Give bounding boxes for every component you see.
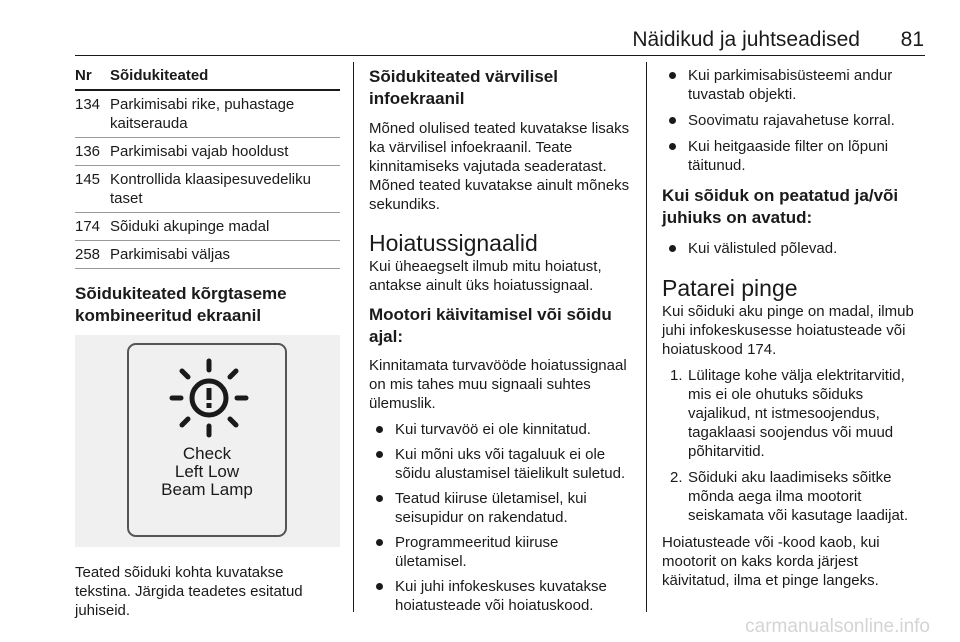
section-subheading: Mootori käivitamisel või sõidu ajal:: [369, 305, 612, 346]
column-divider-1: [353, 62, 354, 612]
body-paragraph: Hoiatusteade või -kood kaob, kui mootorit on kaks korda järjest käivitatud, ilma et pinge langeks.: [662, 534, 880, 589]
list-item: Kui juhi infokeskuses kuvatakse hoiatusteade või hoiatuskood.: [369, 577, 634, 615]
column-2: [369, 64, 634, 615]
message-table: [75, 64, 340, 269]
list-item: Kui välistuled põlevad.: [662, 239, 928, 258]
table-header-row: [75, 64, 340, 90]
numbered-list: [662, 366, 928, 525]
header-rule: [75, 55, 925, 56]
table-row: [75, 166, 340, 213]
list-item-number: 2.: [670, 469, 683, 486]
table-cell-nr: 145: [75, 166, 110, 213]
list-item: Programmeeritud kiiruse ületamisel.: [369, 533, 634, 571]
table-cell-nr: 136: [75, 138, 110, 166]
table-header-nr: Nr: [75, 64, 110, 90]
table-row: [75, 90, 340, 138]
section-subheading: Sõidukiteated värvilisel infoekraanil: [369, 67, 558, 108]
bullet-list: [662, 66, 928, 175]
list-item: Kui parkimisabisüsteemi andur tuvastab objekti.: [662, 66, 928, 104]
body-paragraph: Kui üheaegselt ilmub mitu hoiatust, antakse ainult üks hoiatussignaal.: [369, 258, 602, 294]
table-cell-nr: 258: [75, 241, 110, 269]
table-cell-text: Parkimisabi rike, puhastage kaitserauda: [110, 90, 340, 138]
section-subheading: Kui sõiduk on peatatud ja/või juhiuks on avatud:: [662, 186, 899, 227]
section-heading: Hoiatussignaalid: [369, 230, 538, 256]
table-header-message: Sõidukiteated: [110, 64, 340, 90]
body-paragraph: Mõned olulised teated kuvatakse lisaks ka värvilisel infoekraanil. Teate kinnitamiseks vajutada seaderatast. Mõned teated kuvatakse ainult mõneks sekundiks.: [369, 120, 630, 213]
table-row: [75, 138, 340, 166]
section-heading: Patarei pinge: [662, 275, 798, 301]
table-cell-nr: 134: [75, 90, 110, 138]
display-text-line-3: Beam Lamp: [161, 480, 253, 499]
table-cell-text: Sõiduki akupinge madal: [110, 213, 340, 241]
list-item: Soovimatu rajavahetuse korral.: [662, 111, 928, 130]
list-item-text: Lülitage kohe välja elektritarvitid, mis ei ole ohutuks sõiduks vajalikud, nt istmesoojendus, tagaklaasi soojendus või muud põhitarvitid.: [688, 367, 905, 460]
section-subheading: Sõidukiteated kõrgtaseme kombineeritud ekraanil: [75, 284, 287, 325]
display-panel: [127, 343, 287, 537]
lamp-warning-icon: [168, 357, 250, 439]
table-cell-text: Parkimisabi väljas: [110, 241, 340, 269]
list-item: Kui mõni uks või tagaluuk ei ole sõidu alustamisel täielikult suletud.: [369, 445, 634, 483]
bullet-list: [369, 420, 634, 615]
page-number: 81: [900, 28, 924, 51]
body-paragraph: Kui sõiduki aku pinge on madal, ilmub juhi infokeskusesse hoiatusteade või hoiatuskood 174.: [662, 303, 914, 358]
table-cell-text: Parkimisabi vajab hooldust: [110, 138, 340, 166]
body-paragraph: Teated sõiduki kohta kuvatakse tekstina. Järgida teadetes esitatud juhiseid.: [75, 564, 303, 619]
list-item: Teatud kiiruse ületamisel, kui seisupidur on rakendatud.: [369, 489, 634, 527]
body-paragraph: Kinnitamata turvavööde hoiatussignaal on mis tahes muu signaali suhtes ülemuslik.: [369, 357, 627, 412]
column-3: [662, 64, 928, 590]
list-item: Kui turvavöö ei ole kinnitatud.: [369, 420, 634, 439]
column-divider-2: [646, 62, 647, 612]
column-1: [75, 64, 340, 620]
list-item: [662, 366, 928, 461]
display-text-line-1: Check: [182, 444, 232, 463]
table-cell-nr: 174: [75, 213, 110, 241]
list-item: [662, 468, 928, 525]
list-item-text: Sõiduki aku laadimiseks sõitke mõnda aega ilma mootorit seiskamata või kasutage laadijat.: [688, 469, 909, 524]
page-header-title: Näidikud ja juhtseadised: [632, 28, 860, 51]
table-row: [75, 213, 340, 241]
table-row: [75, 241, 340, 269]
list-item: Kui heitgaaside filter on lõpuni täitunud.: [662, 137, 928, 175]
display-text-line-2: Left Low: [174, 462, 240, 481]
bullet-list: [662, 239, 928, 258]
display-figure: [75, 335, 340, 547]
list-item-number: 1.: [670, 367, 683, 384]
watermark-text: carmanualsonline.info: [745, 616, 930, 637]
table-cell-text: Kontrollida klaasipesuvedeliku taset: [110, 166, 340, 213]
